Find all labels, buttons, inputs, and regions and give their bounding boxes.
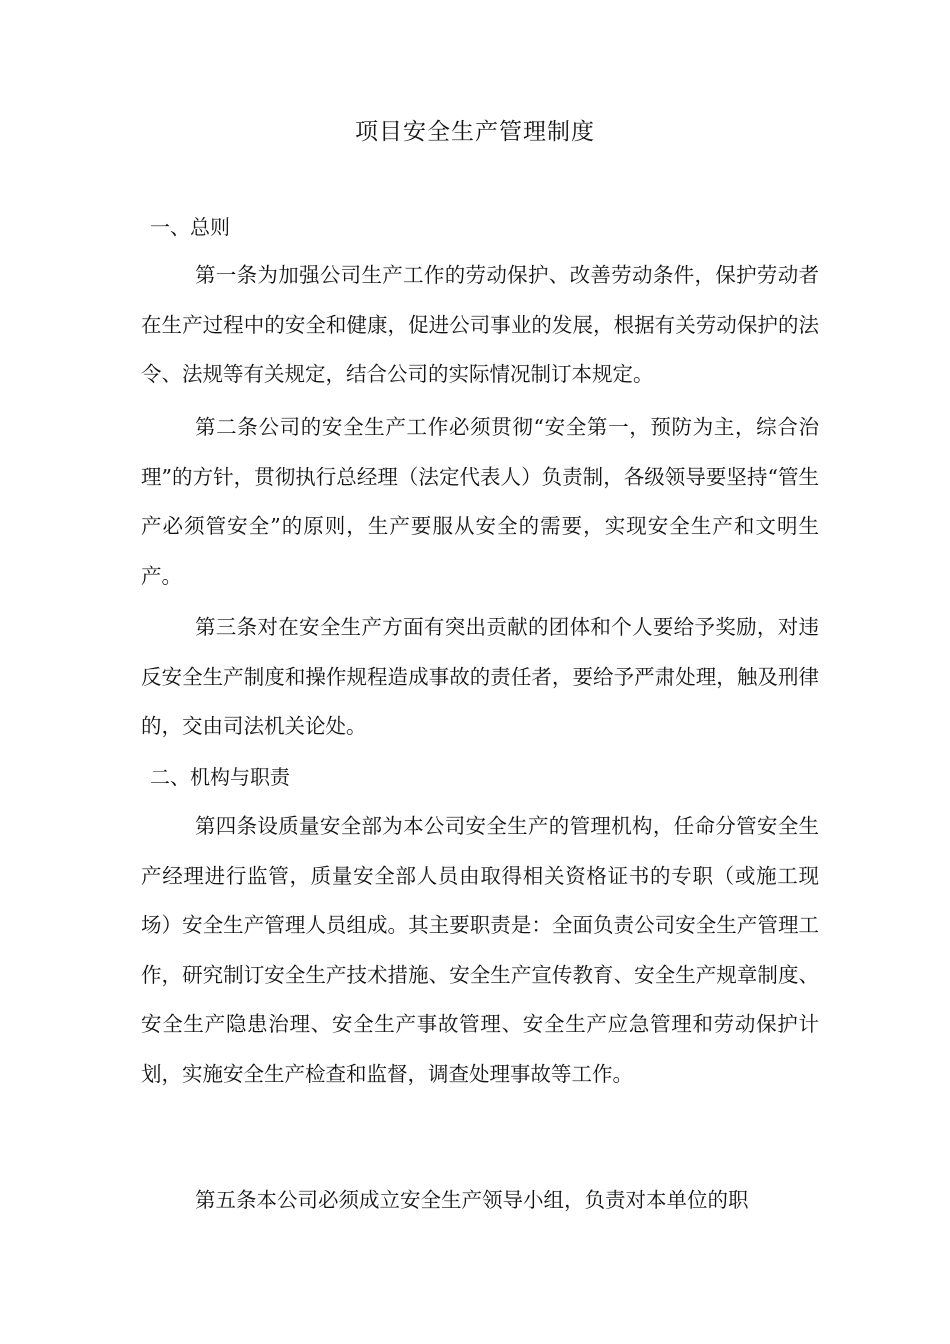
article-2-paragraph: 第二条公司的安全生产工作必须贯彻“安全第一，预防为主，综合治理”的方针，贯彻执行总经理（法定代表人）负责制，各级领导要坚持“管生产必须管安全”的原则，生产要服从安全的需要，实现安全生产和文明生产。 xyxy=(141,415,819,588)
document-title: 项目安全生产管理制度 xyxy=(355,119,595,145)
article-1-paragraph: 第一条为加强公司生产工作的劳动保护、改善劳动条件，保护劳动者在生产过程中的安全和健康，促进公司事业的发展，根据有关劳动保护的法令、法规等有关规定，结合公司的实际情况制订本规定。 xyxy=(141,263,819,386)
section-heading-general: 一、总则 xyxy=(150,215,230,239)
article-3-paragraph: 第三条对在安全生产方面有突出贡献的团体和个人要给予奖励，对违反安全生产制度和操作规程造成事故的责任者，要给予严肃处理，触及刑律的，交由司法机关论处。 xyxy=(141,615,819,738)
article-4-paragraph: 第四条设质量安全部为本公司安全生产的管理机构，任命分管安全生产经理进行监管，质量安全部人员由取得相关资格证书的专职（或施工现场）安全生产管理人员组成。其主要职责是：全面负责公司安全生产管理工作，研究制订安全生产技术措施、安全生产宣传教育、安全生产规章制度、安全生产隐患治理、安全生产事故管理、安全生产应急管理和劳动保护计划，实施安全生产检查和监督，调查处理事故等工作。 xyxy=(141,814,819,1086)
section-heading-organization: 二、机构与职责 xyxy=(150,765,290,789)
article-5-paragraph: 第五条本公司必须成立安全生产领导小组，负责对本单位的职 xyxy=(195,1188,749,1212)
